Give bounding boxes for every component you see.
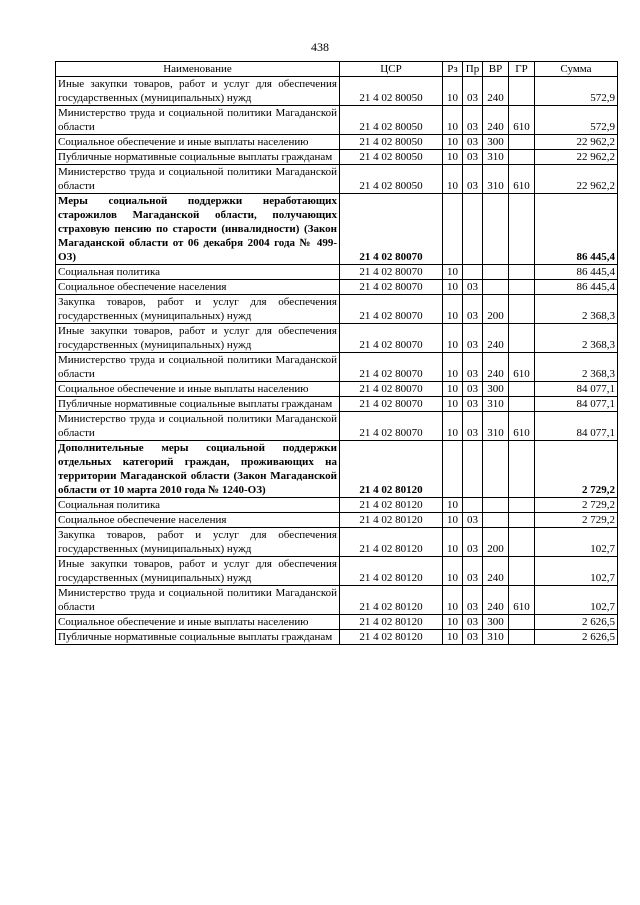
cell-csr: 21 4 02 80120 xyxy=(340,630,443,645)
cell-rz: 10 xyxy=(443,528,463,557)
cell-vr xyxy=(483,513,509,528)
budget-table xyxy=(55,61,618,645)
cell-csr: 21 4 02 80070 xyxy=(340,295,443,324)
cell-vr: 200 xyxy=(483,295,509,324)
cell-name: Дополнительные меры социальной поддержки отдельных категорий граждан, проживающих на территории Магаданской области (Закон Магаданской области от 10 марта 2010 года № 1240-ОЗ) xyxy=(56,441,340,498)
cell-csr: 21 4 02 80050 xyxy=(340,165,443,194)
cell-csr: 21 4 02 80070 xyxy=(340,353,443,382)
cell-rz xyxy=(443,194,463,265)
cell-rz: 10 xyxy=(443,106,463,135)
cell-rz: 10 xyxy=(443,324,463,353)
cell-csr: 21 4 02 80120 xyxy=(340,441,443,498)
cell-pr: 03 xyxy=(463,165,483,194)
table-row xyxy=(56,615,618,630)
cell-pr: 03 xyxy=(463,150,483,165)
cell-pr: 03 xyxy=(463,135,483,150)
cell-pr: 03 xyxy=(463,615,483,630)
header-name: Наименование xyxy=(56,62,340,77)
cell-vr: 310 xyxy=(483,412,509,441)
cell-pr: 03 xyxy=(463,412,483,441)
table-row xyxy=(56,265,618,280)
cell-rz: 10 xyxy=(443,353,463,382)
cell-rz: 10 xyxy=(443,513,463,528)
table-row xyxy=(56,295,618,324)
table-row xyxy=(56,77,618,106)
cell-rz: 10 xyxy=(443,382,463,397)
cell-pr xyxy=(463,498,483,513)
cell-rz: 10 xyxy=(443,498,463,513)
cell-pr: 03 xyxy=(463,397,483,412)
cell-gr xyxy=(509,295,535,324)
cell-gr xyxy=(509,324,535,353)
cell-csr: 21 4 02 80120 xyxy=(340,586,443,615)
cell-csr: 21 4 02 80120 xyxy=(340,528,443,557)
cell-sum: 2 729,2 xyxy=(535,498,618,513)
table-body xyxy=(56,77,618,645)
cell-name: Социальная политика xyxy=(56,498,340,513)
cell-sum: 86 445,4 xyxy=(535,194,618,265)
table-row xyxy=(56,513,618,528)
cell-gr xyxy=(509,382,535,397)
cell-csr: 21 4 02 80120 xyxy=(340,557,443,586)
cell-gr xyxy=(509,280,535,295)
cell-name: Иные закупки товаров, работ и услуг для обеспечения государственных (муниципальных) нужд xyxy=(56,557,340,586)
cell-rz: 10 xyxy=(443,77,463,106)
cell-vr: 240 xyxy=(483,77,509,106)
table-row xyxy=(56,194,618,265)
cell-sum: 84 077,1 xyxy=(535,412,618,441)
cell-vr: 240 xyxy=(483,557,509,586)
cell-pr: 03 xyxy=(463,324,483,353)
cell-name: Социальное обеспечение и иные выплаты населению xyxy=(56,615,340,630)
cell-name: Министерство труда и социальной политики Магаданской области xyxy=(56,353,340,382)
cell-name: Министерство труда и социальной политики Магаданской области xyxy=(56,586,340,615)
cell-gr xyxy=(509,557,535,586)
cell-pr: 03 xyxy=(463,353,483,382)
header-csr: ЦСР xyxy=(340,62,443,77)
cell-csr: 21 4 02 80050 xyxy=(340,135,443,150)
table-row xyxy=(56,150,618,165)
cell-rz: 10 xyxy=(443,615,463,630)
cell-sum: 2 626,5 xyxy=(535,615,618,630)
cell-gr xyxy=(509,441,535,498)
cell-sum: 2 729,2 xyxy=(535,441,618,498)
cell-name: Иные закупки товаров, работ и услуг для обеспечения государственных (муниципальных) нужд xyxy=(56,77,340,106)
cell-gr: 610 xyxy=(509,586,535,615)
cell-csr: 21 4 02 80070 xyxy=(340,412,443,441)
cell-sum: 86 445,4 xyxy=(535,265,618,280)
cell-csr: 21 4 02 80120 xyxy=(340,498,443,513)
cell-name: Иные закупки товаров, работ и услуг для обеспечения государственных (муниципальных) нужд xyxy=(56,324,340,353)
cell-sum: 2 368,3 xyxy=(535,353,618,382)
cell-vr: 200 xyxy=(483,528,509,557)
cell-gr xyxy=(509,265,535,280)
cell-gr: 610 xyxy=(509,412,535,441)
page-number: 438 xyxy=(311,40,329,54)
cell-sum: 572,9 xyxy=(535,106,618,135)
cell-pr: 03 xyxy=(463,528,483,557)
cell-name: Социальное обеспечение населения xyxy=(56,280,340,295)
cell-gr xyxy=(509,150,535,165)
cell-rz: 10 xyxy=(443,557,463,586)
header-rz: Рз xyxy=(443,62,463,77)
cell-name: Социальная политика xyxy=(56,265,340,280)
cell-vr: 310 xyxy=(483,150,509,165)
cell-name: Министерство труда и социальной политики Магаданской области xyxy=(56,165,340,194)
cell-name: Социальное обеспечение населения xyxy=(56,513,340,528)
cell-rz: 10 xyxy=(443,280,463,295)
cell-gr xyxy=(509,630,535,645)
cell-vr xyxy=(483,265,509,280)
cell-sum: 84 077,1 xyxy=(535,382,618,397)
cell-vr xyxy=(483,280,509,295)
table-row xyxy=(56,382,618,397)
table-row xyxy=(56,353,618,382)
table-row xyxy=(56,498,618,513)
cell-gr xyxy=(509,194,535,265)
cell-gr xyxy=(509,135,535,150)
table-row xyxy=(56,557,618,586)
cell-name: Публичные нормативные социальные выплаты гражданам xyxy=(56,397,340,412)
cell-vr: 240 xyxy=(483,353,509,382)
header-gr: ГР xyxy=(509,62,535,77)
cell-vr: 240 xyxy=(483,586,509,615)
cell-rz: 10 xyxy=(443,165,463,194)
cell-gr xyxy=(509,513,535,528)
cell-csr: 21 4 02 80120 xyxy=(340,615,443,630)
cell-vr: 310 xyxy=(483,630,509,645)
cell-csr: 21 4 02 80050 xyxy=(340,150,443,165)
table-row xyxy=(56,441,618,498)
cell-pr: 03 xyxy=(463,586,483,615)
cell-vr: 300 xyxy=(483,615,509,630)
table-row xyxy=(56,630,618,645)
table-row xyxy=(56,106,618,135)
cell-pr: 03 xyxy=(463,557,483,586)
cell-name: Министерство труда и социальной политики Магаданской области xyxy=(56,412,340,441)
cell-vr: 310 xyxy=(483,397,509,412)
cell-rz: 10 xyxy=(443,412,463,441)
table-row xyxy=(56,397,618,412)
cell-gr xyxy=(509,615,535,630)
cell-gr xyxy=(509,498,535,513)
cell-sum: 22 962,2 xyxy=(535,135,618,150)
cell-rz: 10 xyxy=(443,150,463,165)
cell-rz: 10 xyxy=(443,397,463,412)
cell-pr: 03 xyxy=(463,630,483,645)
cell-rz xyxy=(443,441,463,498)
cell-pr: 03 xyxy=(463,77,483,106)
cell-csr: 21 4 02 80070 xyxy=(340,280,443,295)
cell-rz: 10 xyxy=(443,135,463,150)
cell-vr: 300 xyxy=(483,382,509,397)
cell-sum: 102,7 xyxy=(535,586,618,615)
table-header-row xyxy=(56,62,618,77)
cell-gr xyxy=(509,397,535,412)
cell-csr: 21 4 02 80050 xyxy=(340,77,443,106)
table-row xyxy=(56,135,618,150)
table-row xyxy=(56,165,618,194)
cell-gr xyxy=(509,528,535,557)
cell-sum: 2 368,3 xyxy=(535,324,618,353)
cell-csr: 21 4 02 80070 xyxy=(340,194,443,265)
cell-gr xyxy=(509,77,535,106)
cell-sum: 102,7 xyxy=(535,557,618,586)
table-row xyxy=(56,528,618,557)
cell-sum: 2 729,2 xyxy=(535,513,618,528)
cell-name: Социальное обеспечение и иные выплаты населению xyxy=(56,382,340,397)
cell-csr: 21 4 02 80070 xyxy=(340,382,443,397)
cell-sum: 22 962,2 xyxy=(535,165,618,194)
table-row xyxy=(56,586,618,615)
cell-pr: 03 xyxy=(463,513,483,528)
cell-csr: 21 4 02 80070 xyxy=(340,324,443,353)
cell-name: Министерство труда и социальной политики Магаданской области xyxy=(56,106,340,135)
cell-name: Социальное обеспечение и иные выплаты населению xyxy=(56,135,340,150)
header-vr: ВР xyxy=(483,62,509,77)
table-row xyxy=(56,324,618,353)
cell-sum: 572,9 xyxy=(535,77,618,106)
cell-pr: 03 xyxy=(463,382,483,397)
table-row xyxy=(56,412,618,441)
cell-pr: 03 xyxy=(463,280,483,295)
cell-vr xyxy=(483,441,509,498)
cell-name: Публичные нормативные социальные выплаты гражданам xyxy=(56,150,340,165)
table-row xyxy=(56,280,618,295)
cell-gr: 610 xyxy=(509,353,535,382)
cell-rz: 10 xyxy=(443,265,463,280)
cell-sum: 84 077,1 xyxy=(535,397,618,412)
cell-gr: 610 xyxy=(509,165,535,194)
cell-csr: 21 4 02 80070 xyxy=(340,265,443,280)
cell-pr xyxy=(463,265,483,280)
cell-csr: 21 4 02 80120 xyxy=(340,513,443,528)
cell-rz: 10 xyxy=(443,630,463,645)
cell-pr: 03 xyxy=(463,106,483,135)
header-sum: Сумма xyxy=(535,62,618,77)
cell-sum: 22 962,2 xyxy=(535,150,618,165)
cell-name: Закупка товаров, работ и услуг для обеспечения государственных (муниципальных) нужд xyxy=(56,295,340,324)
cell-csr: 21 4 02 80050 xyxy=(340,106,443,135)
cell-name: Публичные нормативные социальные выплаты гражданам xyxy=(56,630,340,645)
cell-vr xyxy=(483,194,509,265)
cell-sum: 2 626,5 xyxy=(535,630,618,645)
cell-pr xyxy=(463,194,483,265)
cell-sum: 86 445,4 xyxy=(535,280,618,295)
cell-rz: 10 xyxy=(443,295,463,324)
cell-sum: 2 368,3 xyxy=(535,295,618,324)
cell-pr xyxy=(463,441,483,498)
cell-vr xyxy=(483,498,509,513)
cell-vr: 300 xyxy=(483,135,509,150)
cell-name: Закупка товаров, работ и услуг для обеспечения государственных (муниципальных) нужд xyxy=(56,528,340,557)
cell-vr: 240 xyxy=(483,106,509,135)
cell-pr: 03 xyxy=(463,295,483,324)
cell-vr: 310 xyxy=(483,165,509,194)
cell-vr: 240 xyxy=(483,324,509,353)
cell-csr: 21 4 02 80070 xyxy=(340,397,443,412)
cell-name: Меры социальной поддержки неработающих старожилов Магаданской области, получающих страховую пенсию по старости (инвалидности) (Закон Магаданской области от 06 декабря 2004 года № 499-ОЗ) xyxy=(56,194,340,265)
header-pr: Пр xyxy=(463,62,483,77)
cell-gr: 610 xyxy=(509,106,535,135)
cell-rz: 10 xyxy=(443,586,463,615)
cell-sum: 102,7 xyxy=(535,528,618,557)
